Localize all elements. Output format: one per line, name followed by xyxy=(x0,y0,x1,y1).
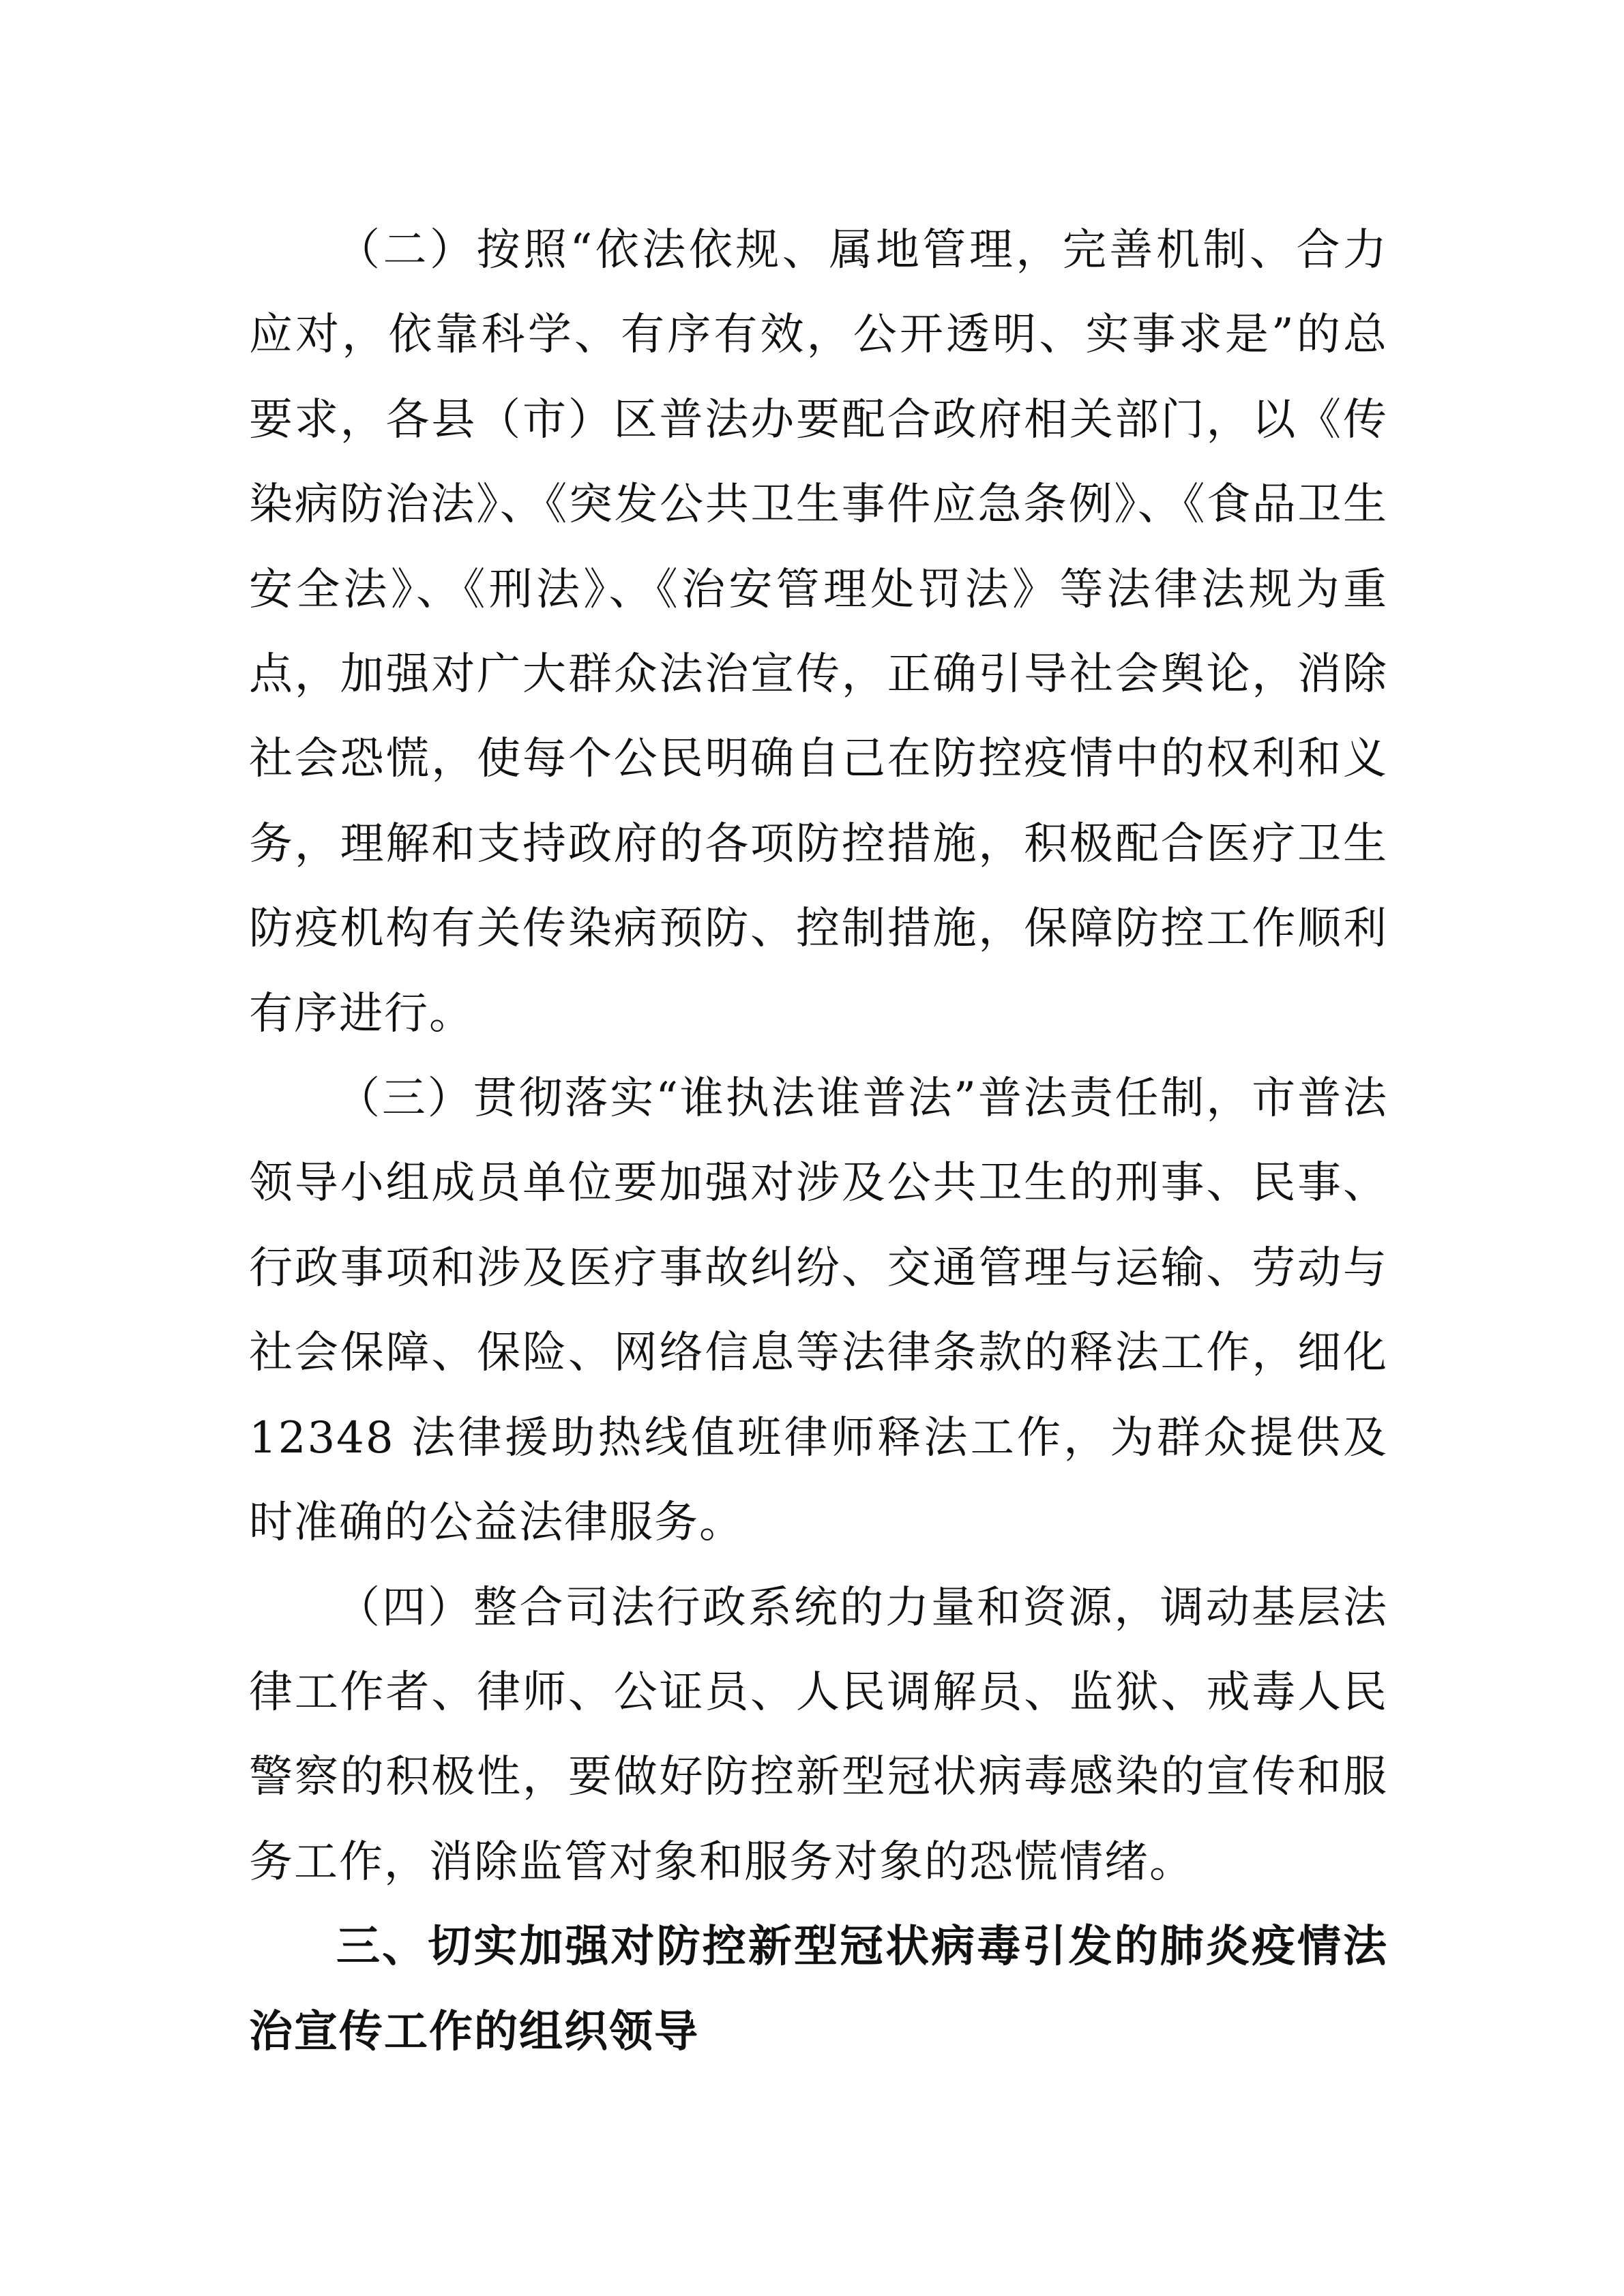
paragraph-3: （三）贯彻落实“谁执法谁普法”普法责任制，市普法领导小组成员单位要加强对涉及公共卫生的刑事、民事、行政事项和涉及医疗事故纠纷、交通管理与运输、劳动与社会保障、保险、网络信息等法律条款的释法工作，细化 12348 法律援助热线值班律师释法工作，为群众提供及时准确的公益法律服务。 xyxy=(249,1073,1388,1549)
paragraph-4: （四）整合司法行政系统的力量和资源，调动基层法律工作者、律师、公证员、人民调解员、监狱、戒毒人民警察的积极性，要做好防控新型冠状病毒感染的宣传和服务工作，消除监管对象和服务对象的恐慌情绪。 xyxy=(249,1582,1388,1888)
document-page xyxy=(249,208,1388,2074)
section-heading-3: 三、切实加强对防控新型冠状病毒引发的肺炎疫情法治宣传工作的组织领导 xyxy=(249,1922,1388,2057)
paragraph-2: （二）按照“依法依规、属地管理，完善机制、合力应对，依靠科学、有序有效，公开透明、实事求是”的总要求，各县（市）区普法办要配合政府相关部门，以《传染病防治法》、《突发公共卫生事件应急条例》、《食品卫生安全法》、《刑法》、《治安管理处罚法》等法律法规为重点，加强对广大群众法治宣传，正确引导社会舆论，消除社会恐慌，使每个公民明确自己在防控疫情中的权利和义务，理解和支持政府的各项防控措施，积极配合医疗卫生防疫机构有关传染病预防、控制措施，保障防控工作顺利有序进行。 xyxy=(249,225,1388,1039)
